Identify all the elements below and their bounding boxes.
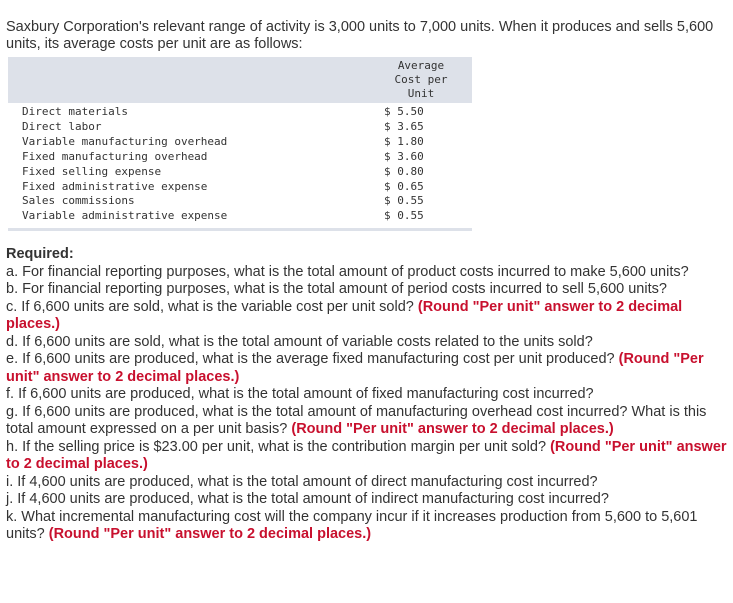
cost-label: Direct materials [22,105,128,118]
table-row [8,135,472,150]
table-row [8,120,472,135]
cost-label: Fixed selling expense [22,164,162,178]
question-h [6,439,728,474]
cost-label: Fixed administrative expense [22,179,208,193]
question-c [6,299,728,334]
question-i [6,474,728,492]
cost-label: Sales commissions [22,194,135,208]
cost-label: Direct labor [22,119,102,133]
question-text: d. If 6,600 units are sold, what is the total amount of variable costs related to the units sold? [6,333,593,350]
table-row [8,194,472,209]
cost-value: $ 0.55 [370,209,472,229]
question-text: k. What incremental manufacturing cost will the company incur if it increases production from 5,600 to 5,601 units? [6,508,698,542]
question-b [6,281,728,299]
header-average-cost-per-unit [370,57,472,103]
cost-value: $ 3.60 [384,149,424,163]
question-text: f. If 6,600 units are produced, what is the total amount of fixed manufacturing cost incurred? [6,386,594,402]
header-line-1: Average [397,59,445,72]
cost-value: $ 0.80 [384,164,424,178]
question-a [6,264,728,282]
problem-intro: Saxbury Corporation's relevant range of activity is 3,000 units to 7,000 units. When it produces and sells 5,600 units, its average costs per unit are as follows: [6,18,714,52]
question-text: a. For financial reporting purposes, what is the total amount of product costs incurred to make 5,600 units? [6,263,689,280]
rounding-note: (Round "Per unit" answer to 2 decimal places.) [6,351,704,385]
question-e [6,351,728,386]
question-text: c. If 6,600 units are sold, what is the variable cost per unit sold? [6,298,414,315]
cost-value: $ 0.65 [384,179,424,193]
question-f [6,386,728,404]
table-row [8,150,472,165]
question-k [6,509,728,544]
question-text: h. If the selling price is $23.00 per unit, what is the contribution margin per unit sold? [6,438,547,455]
rounding-note: (Round "Per unit" answer to 2 decimal places.) [291,421,614,437]
question-j [6,491,728,509]
table-row [8,209,472,229]
cost-value: $ 0.55 [384,194,424,208]
cost-value: $ 1.80 [384,134,424,148]
cost-label: Variable manufacturing overhead [22,134,228,148]
cost-label: Fixed manufacturing overhead [22,149,208,163]
table-row [8,180,472,195]
header-line-2: Cost per Unit [394,73,448,100]
table-row [8,103,472,120]
question-d [6,334,728,352]
header-label-cell [8,57,370,103]
question-text: g. If 6,600 units are produced, what is the total amount of manufacturing overhead cost incurred? What is this total amount expressed on a per unit basis? [6,403,707,437]
required-heading: Required: [6,246,74,262]
question-text: e. If 6,600 units are produced, what is the average fixed manufacturing cost per unit produced? [6,351,615,367]
cost-value: $ 3.65 [384,119,424,133]
cost-value: $ 5.50 [384,105,424,118]
question-g [6,404,728,439]
cost-label: Variable administrative expense [8,209,370,229]
table-header-row [8,57,472,103]
required-section [6,246,728,544]
table-row [8,165,472,180]
rounding-note: (Round "Per unit" answer to 2 decimal places.) [6,298,683,332]
question-text: i. If 4,600 units are produced, what is the total amount of direct manufacturing cost incurred? [6,473,598,490]
average-cost-table [8,57,472,231]
question-text: j. If 4,600 units are produced, what is the total amount of indirect manufacturing cost incurred? [6,491,609,507]
rounding-note: (Round "Per unit" answer to 2 decimal places.) [48,526,372,542]
question-text: b. For financial reporting purposes, what is the total amount of period costs incurred to sell 5,600 units? [6,281,667,297]
rounding-note: (Round "Per unit" answer to 2 decimal places.) [6,438,727,472]
